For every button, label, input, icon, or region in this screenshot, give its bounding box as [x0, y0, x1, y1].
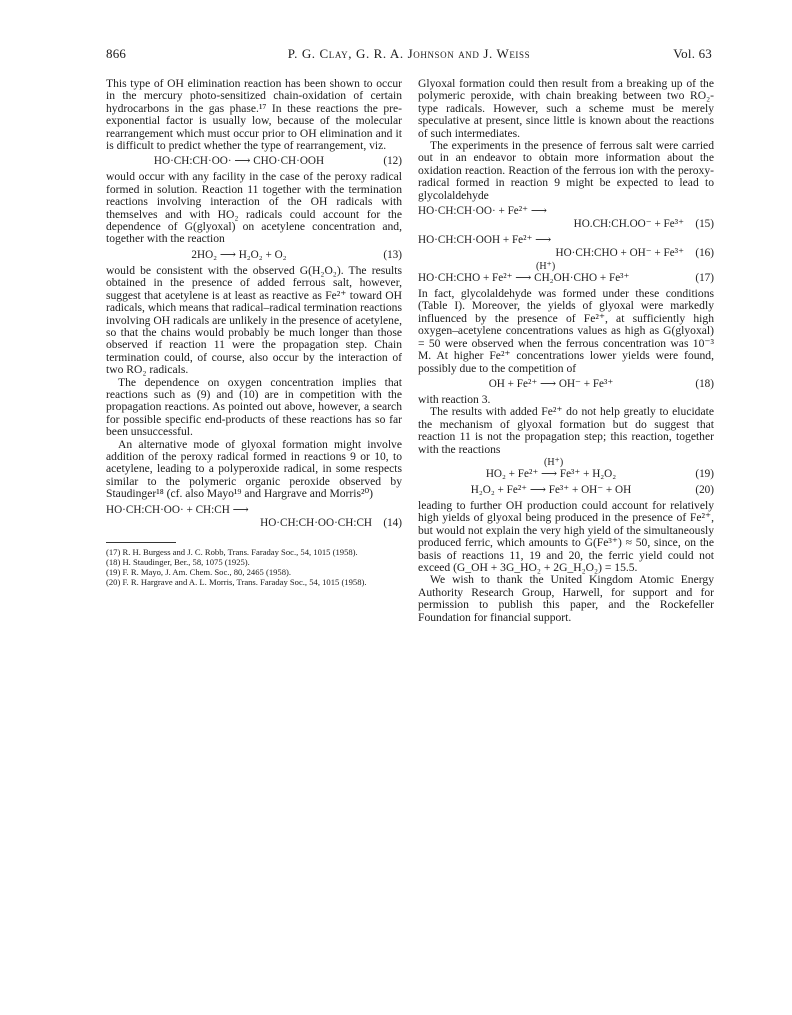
paragraph: would be consistent with the observed G(H₂O₂). The results obtained in the presence of added ferrous salt, however, suggest that acetylene is at least as reactive as Fe²⁺ toward OH radicals, which means that radical–radical termination reactions involving OH radicals are unlikely in the presence of acetylene, so that the chains would probably be much longer than those observed if reaction 11 were the propagation step. Chain termination could, of course, also occur by the interaction of two RO₂ radicals. [106, 263, 402, 377]
volume-number: Vol. 63 [673, 46, 712, 61]
equation-14: HO·CH:CH·OO· + CH:CH ⟶ HO·CH:CH·OO·CH:CH (14) [106, 503, 402, 529]
paragraph: In fact, glycolaldehyde was formed under these conditions (Table I). Moreover, the yields of glyoxal were markedly influenced by the presence of Fe²⁺, at sufficiently high oxygen–acetylene concentrations values as high as G(glyoxal) = 50 were observed when the ferrous concentration was 10⁻³ M. At higher Fe²⁺ concentrations lower yields were found, possibly due to the competition of [418, 287, 714, 375]
paragraph: Glyoxal formation could then result from a breaking up of the polymeric peroxide, with chain breaking between two RO₂-type radicals. However, such a scheme must be merely speculative at present, since little is known about the reactions of such intermediates. [418, 77, 714, 140]
paragraph: The results with added Fe²⁺ do not help greatly to elucidate the mechanism of glyoxal formation but do suggest that reaction 11 is not the propagation step; this reaction, together with the reactions [418, 405, 714, 456]
paragraph: An alternative mode of glyoxal formation might involve addition of the peroxy radical formed in reactions 9 or 10, to acetylene, leading to a polyperoxide radical, in some respects similar to the polymeric organic peroxide observed by Staudinger¹⁸ (cf. also Mayo¹⁹ and Hargrave and Morris²⁰) [106, 437, 402, 501]
left-column [106, 78, 402, 587]
paragraph: We wish to thank the United Kingdom Atomic Energy Authority Research Group, Harwell, for support and for permission to publish this paper, and the Rockefeller Foundation for financial support. [418, 573, 714, 624]
equation-15: HO·CH:CH·OO· + Fe²⁺ ⟶ HO.CH:CH.OO⁻ + Fe³⁺ (15) [418, 205, 714, 231]
running-authors: P. G. Clay, G. R. A. Johnson and J. Weiss [287, 46, 531, 61]
equation-16: HO·CH:CH·OOH + Fe²⁺ ⟶ HO·CH:CHO + OH⁻ + Fe³⁺ (16) [418, 234, 714, 260]
equation-18: OH + Fe²⁺ ⟶ OH⁻ + Fe³⁺ (18) [488, 377, 714, 390]
paragraph: The experiments in the presence of ferrous salt were carried out in an endeavor to obtain more information about the oxidation reaction. Reaction of the ferrous ion with the peroxy-radical formed in reaction 9 might be expected to lead to glycolaldehyde [418, 139, 714, 202]
footnote-17: (17) R. H. Burgess and J. C. Robb, Trans. Faraday Soc., 54, 1015 (1958). [106, 546, 358, 557]
equation-20: H₂O₂ + Fe²⁺ ⟶ Fe³⁺ + OH⁻ + OH (20) [470, 483, 714, 496]
equation-19: (H⁺) HO₂ + Fe²⁺ ⟶ Fe³⁺ + H₂O₂ (19) [485, 456, 714, 480]
page-number: 866 [106, 46, 127, 61]
paragraph: would occur with any facility in the case of the peroxy radical formed in solution. Reaction 11 together with the termination reactions involving interaction of the OH radicals with themselves and with HO₂ radicals could account for the dependence of G(glyoxal) on acetylene concentration and, together with the reaction [106, 170, 402, 246]
equation-13: 2HO₂ ⟶ H₂O₂ + O₂ (13) [191, 248, 402, 261]
footnote-divider [106, 542, 176, 543]
footnote-19: (19) F. R. Mayo, J. Am. Chem. Soc., 80, 2465 (1958). [106, 566, 292, 577]
paragraph: This type of OH elimination reaction has been shown to occur in the mercury photo-sensitized chain-oxidation of certain hydrocarbons in the gas phase.¹⁷ In these reactions the pre-exponential factor is usually low, because of the molecular rearrangement which must occur prior to OH elimination and it is difficult to predict whether the type of rearrangement, viz. [106, 77, 402, 153]
equation-12: HO·CH:CH·OO· ⟶ CHO·CH·OOH (12) [153, 155, 402, 168]
running-header [106, 46, 712, 66]
equation-17: (H⁺) HO·CH:CHO + Fe²⁺ ⟶ CH₂OH·CHO + Fe³⁺ (17) [418, 261, 714, 285]
footnote-18: (18) H. Staudinger, Ber., 58, 1075 (1925). [106, 556, 250, 567]
paragraph: with reaction 3. [418, 392, 491, 406]
right-column [418, 78, 714, 624]
paragraph: The dependence on oxygen concentration implies that reactions such as (9) and (10) are in competition with the propagation reactions. As pointed out above, however, a search for possible specific end-products of these reactions has so far been unsuccessful. [106, 375, 402, 439]
paragraph: leading to further OH production could account for relatively high yields of glyoxal being produced in the presence of Fe²⁺, but would not explain the very high yield of the simultaneously produced ferric, which amounts to G(Fe³⁺) ≈ 50, since, on the basis of reactions 11, 19 and 20, the ferric yield could not exceed (G_OH + 3G_HO₂ + 2G_H₂O₂) = 15.5. [418, 498, 714, 574]
footnote-20: (20) F. R. Hargrave and A. L. Morris, Trans. Faraday Soc., 54, 1015 (1958). [106, 576, 367, 587]
